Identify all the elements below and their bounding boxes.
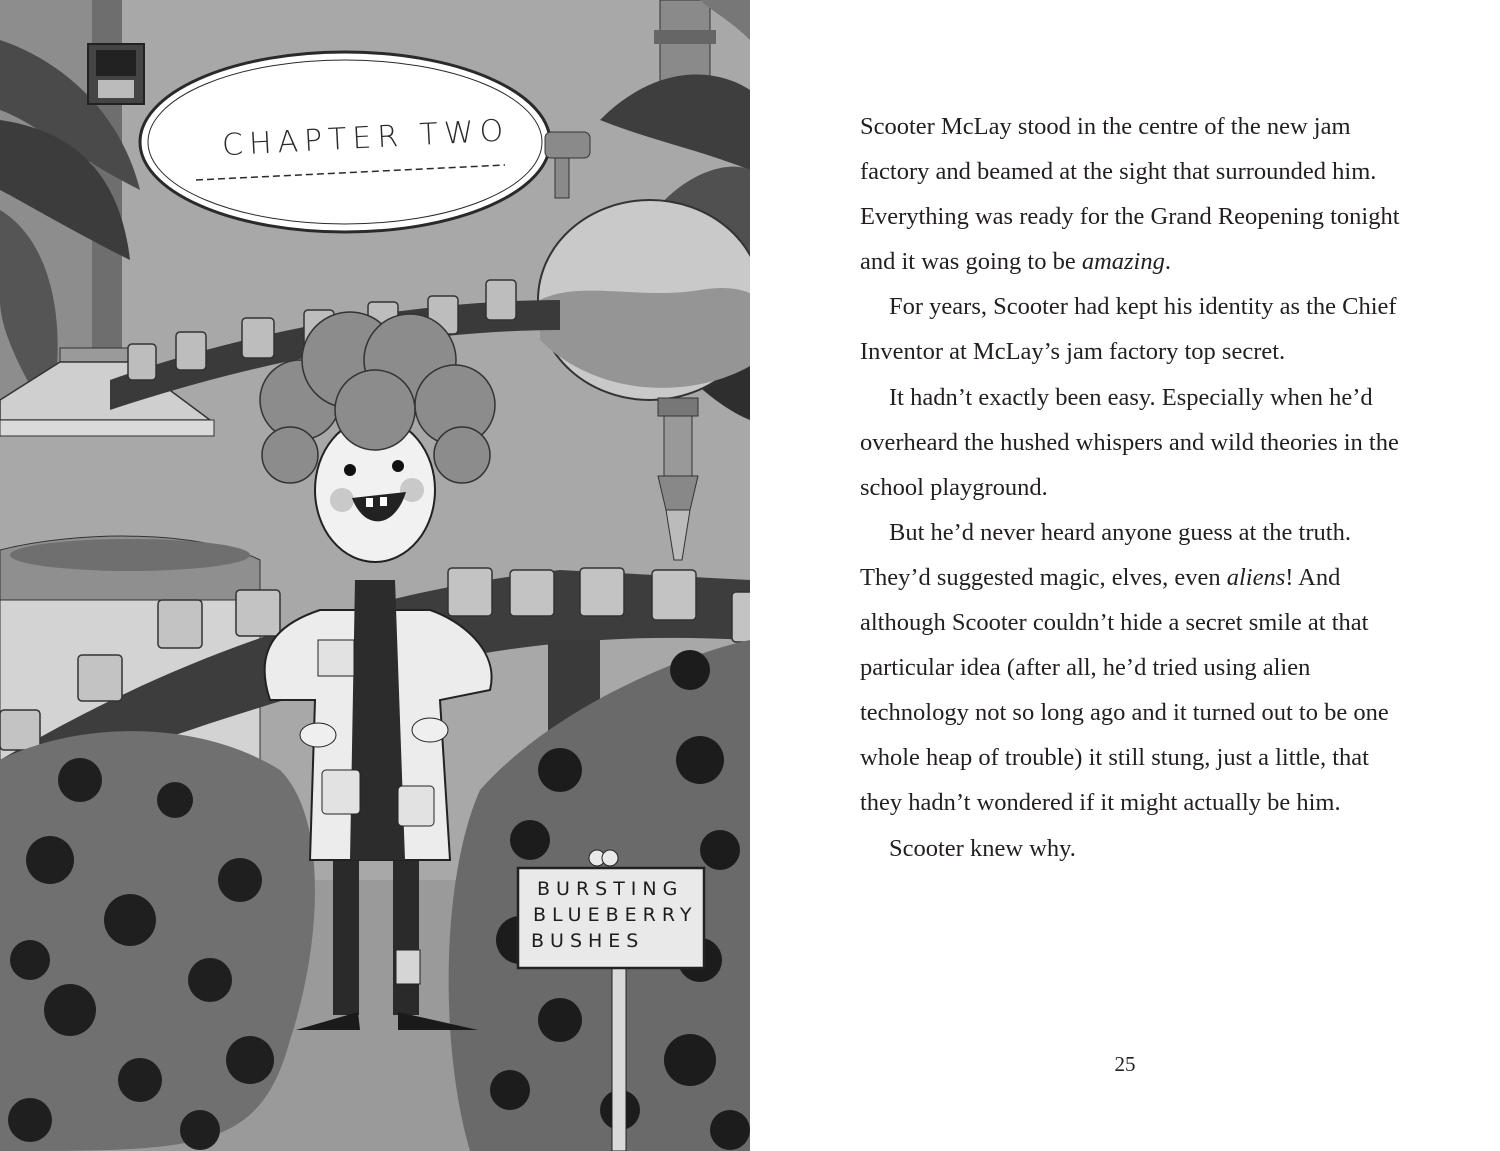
paragraph-4: But he’d never heard anyone guess at the truth. They’d suggested magic, elves, even aliens! And although Scooter couldn’t hide a secret smile at that particular idea (after all, he’d tried using alien technology not so long ago and it turned out to be one whole heap of trouble) it still stung, just a little, that they hadn’t wondered if it might actually be him. xyxy=(860,518,1389,817)
sign-line-3: BUSHES xyxy=(531,930,645,952)
body-text xyxy=(860,104,1400,871)
chapter-heading: CHAPTER TWO xyxy=(221,113,511,164)
emphasis-aliens: aliens xyxy=(1226,563,1286,591)
page-number: 25 xyxy=(1114,1052,1136,1076)
sign-line-2: BLUEBERRY xyxy=(533,904,698,926)
sign-line-1: BURSTING xyxy=(537,878,684,900)
emphasis-amazing: amazing xyxy=(1081,248,1165,276)
text-page xyxy=(750,0,1500,1151)
paragraph-2: For years, Scooter had kept his identity as the Chief Inventor at McLay’s jam factory top secret. xyxy=(860,293,1397,366)
paragraph-3: It hadn’t exactly been easy. Especially when he’d overheard the hushed whispers and wild theories in the school playground. xyxy=(860,383,1399,501)
paragraph-5: Scooter knew why. xyxy=(889,834,1076,862)
paragraph-1: Scooter McLay stood in the centre of the new jam factory and beamed at the sight that surrounded him. Everything was ready for the Grand Reopening tonight and it was going to be amazing. xyxy=(860,113,1400,276)
